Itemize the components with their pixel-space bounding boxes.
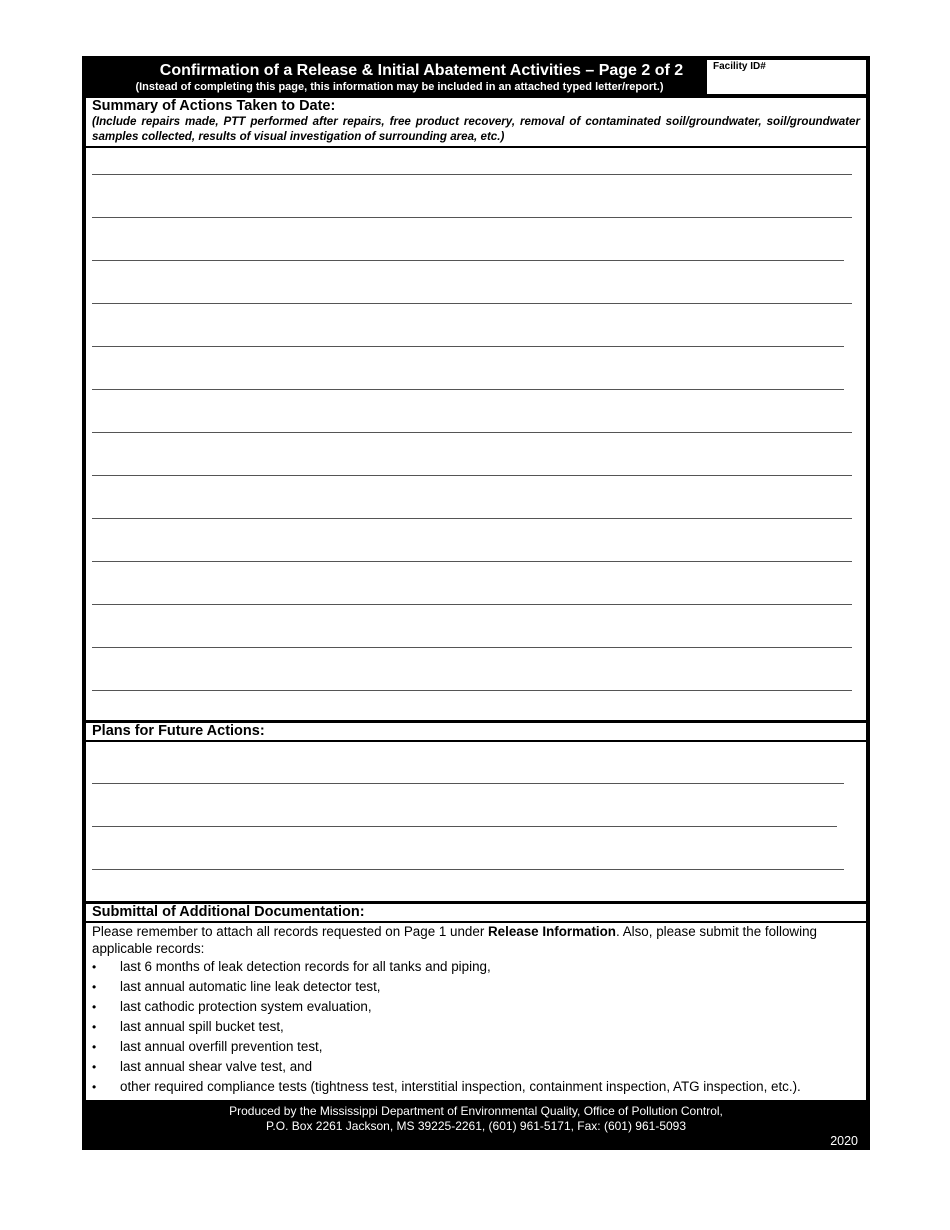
- form-year: 2020: [830, 1134, 858, 1148]
- form-body: [86, 60, 866, 1100]
- release-information-emphasis: Release Information: [488, 924, 616, 939]
- summary-line[interactable]: [92, 647, 852, 648]
- records-list-item-text: last 6 months of leak detection records for all tanks and piping,: [120, 959, 491, 974]
- records-list-item: [92, 1077, 860, 1097]
- records-list-item: [92, 957, 860, 977]
- footer: [82, 1100, 870, 1150]
- bullet-icon: •: [92, 1020, 97, 1034]
- summary-line[interactable]: [92, 217, 852, 218]
- footer-line-1: Produced by the Mississippi Department of Environmental Quality, Office of Pollution Control,: [229, 1104, 723, 1118]
- records-list-item-text: other required compliance tests (tightness test, interstitial inspection, containment inspection, ATG inspection, etc.).: [120, 1079, 801, 1094]
- bullet-icon: •: [92, 1080, 97, 1094]
- summary-line[interactable]: [92, 260, 844, 261]
- records-list-item: [92, 1017, 860, 1037]
- page-title: Confirmation of a Release & Initial Abatement Activities – Page 2 of 2: [159, 62, 684, 79]
- form-page: [82, 56, 870, 1150]
- form-header: [86, 60, 707, 96]
- records-list-item-text: last annual shear valve test, and: [120, 1059, 313, 1074]
- records-list-item: [92, 997, 860, 1017]
- summary-line[interactable]: [92, 561, 852, 562]
- facility-id-label: Facility ID#: [713, 61, 766, 72]
- records-list-item-text: last cathodic protection system evaluation,: [120, 999, 372, 1014]
- bullet-icon: •: [92, 1000, 97, 1014]
- summary-title: Summary of Actions Taken to Date:: [92, 98, 336, 114]
- submittal-title: Submittal of Additional Documentation:: [92, 904, 365, 920]
- bullet-icon: •: [92, 1060, 97, 1074]
- summary-line[interactable]: [92, 303, 852, 304]
- bullet-icon: •: [92, 960, 97, 974]
- facility-id-field[interactable]: [707, 60, 866, 94]
- page-subtitle: (Instead of completing this page, this information may be included in an attached typed letter/report.): [135, 81, 664, 93]
- divider: [86, 740, 866, 742]
- summary-line[interactable]: [92, 174, 852, 175]
- summary-line[interactable]: [92, 475, 852, 476]
- summary-line[interactable]: [92, 690, 852, 691]
- records-list-item-text: last annual spill bucket test,: [120, 1019, 284, 1034]
- plans-line[interactable]: [92, 869, 844, 870]
- summary-line[interactable]: [92, 518, 852, 519]
- divider: [86, 921, 866, 923]
- submittal-intro: Please remember to attach all records requested on Page 1 under Release Information. Also, please submit the following applicable records:: [92, 924, 817, 956]
- records-list-item-text: last annual automatic line leak detector test,: [120, 979, 381, 994]
- divider: [86, 146, 866, 148]
- plans-line[interactable]: [92, 826, 837, 827]
- plans-line[interactable]: [92, 783, 844, 784]
- footer-line-2: P.O. Box 2261 Jackson, MS 39225-2261, (601) 961-5171, Fax: (601) 961-5093: [265, 1119, 687, 1133]
- records-list-item: [92, 1057, 860, 1077]
- summary-instructions: (Include repairs made, PTT performed after repairs, free product recovery, removal of contaminated soil/groundwater, soil/groundwater samples collected, results of visual investigation of surrounding area, etc.): [92, 115, 860, 143]
- records-list-item: [92, 1037, 860, 1057]
- records-list-item-text: last annual overfill prevention test,: [120, 1039, 323, 1054]
- summary-line[interactable]: [92, 432, 852, 433]
- summary-line[interactable]: [92, 346, 844, 347]
- summary-line[interactable]: [92, 389, 844, 390]
- bullet-icon: •: [92, 980, 97, 994]
- records-list-item: [92, 977, 860, 997]
- summary-line[interactable]: [92, 604, 852, 605]
- bullet-icon: •: [92, 1040, 97, 1054]
- plans-title: Plans for Future Actions:: [92, 723, 265, 739]
